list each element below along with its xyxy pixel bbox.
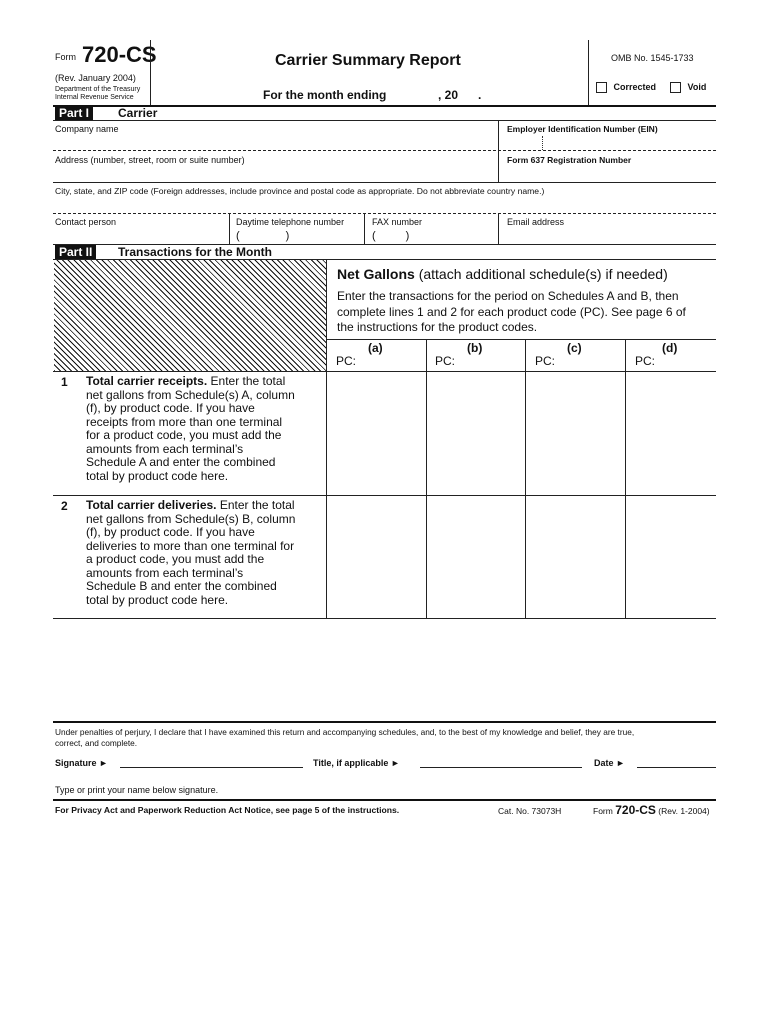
- department: [55, 86, 140, 102]
- revision-date: (Rev. January 2004): [55, 73, 136, 83]
- paren-close: ): [285, 230, 290, 242]
- net-gallons-bold: Net Gallons: [337, 266, 415, 282]
- signature-field[interactable]: [120, 767, 303, 768]
- catalog-number: Cat. No. 73073H: [498, 806, 562, 816]
- line-2-text: amounts from each terminal’s: [86, 565, 244, 580]
- line-2-c-field[interactable]: [527, 497, 623, 616]
- footer-form-word: Form: [593, 806, 613, 816]
- line-1-text: receipts from more than one terminal: [86, 414, 283, 429]
- fax-field[interactable]: [372, 230, 409, 242]
- perjury-line: correct, and complete.: [55, 738, 138, 748]
- pc-d-field[interactable]: [657, 354, 713, 368]
- line-1-description: [86, 375, 322, 483]
- line-1-text: amounts from each terminal’s: [86, 441, 244, 456]
- company-name-field[interactable]: [57, 134, 494, 148]
- perjury-statement: [55, 727, 716, 749]
- email-field[interactable]: [503, 228, 715, 242]
- perjury-line: Under penalties of perjury, I declare that I have examined this return and accompanying schedules, and, to the best of my knowledge and belief, they are true,: [55, 727, 635, 737]
- form637-label: Form 637 Registration Number: [507, 155, 632, 165]
- line-1-d-field[interactable]: [627, 373, 715, 493]
- column-a-header: (a): [368, 341, 383, 355]
- line-2-text: net gallons from Schedule(s) B, column: [86, 511, 296, 526]
- line-1-text: net gallons from Schedule(s) A, column: [86, 387, 295, 402]
- paren-open: (: [236, 230, 240, 242]
- net-gallons-heading: [337, 266, 668, 282]
- contact-label: Contact person: [55, 217, 117, 227]
- omb-number: OMB No. 1545-1733: [611, 53, 694, 63]
- date-text: Date: [594, 758, 614, 768]
- pc-a-label: PC:: [336, 354, 357, 368]
- hatched-area: [54, 260, 326, 371]
- line-2-text: a product code, you must add the: [86, 552, 265, 566]
- year-prefix: , 20: [438, 88, 459, 102]
- city-label: City, state, and ZIP code (Foreign addresses, include province and postal code as appropriate. Do not abbreviate country name.): [55, 186, 545, 196]
- part-ii-title: Transactions for the Month: [118, 245, 273, 259]
- privacy-notice: For Privacy Act and Paperwork Reduction Act Notice, see page 5 of the instructions.: [55, 805, 400, 815]
- form-word: Form: [55, 52, 76, 62]
- column-d-header: (d): [662, 341, 678, 355]
- instruction-line: the instructions for the product codes.: [337, 320, 538, 334]
- line-1-text: for a product code, you must add the: [86, 428, 282, 442]
- fax-label: FAX number: [372, 217, 423, 227]
- title-label: [313, 758, 400, 768]
- arrow-icon: ►: [616, 758, 625, 768]
- city-field[interactable]: [57, 197, 713, 211]
- ein-field[interactable]: [503, 134, 715, 148]
- line-2-text: total by product code here.: [86, 592, 229, 607]
- form-number: 720-CS: [82, 42, 157, 67]
- period-mark: .: [478, 88, 482, 102]
- print-name-label: Type or print your name below signature.: [55, 785, 219, 795]
- paren-open: (: [372, 230, 376, 242]
- net-gallons-note: (attach additional schedule(s) if needed): [418, 266, 668, 282]
- void-label: Void: [687, 82, 707, 92]
- column-b-header: (b): [467, 341, 483, 355]
- line-1-text: Schedule A and enter the combined: [86, 455, 276, 469]
- instruction-line: complete lines 1 and 2 for each product code (PC). See page 6 of: [337, 304, 686, 319]
- ein-label: Employer Identification Number (EIN): [507, 124, 658, 134]
- line-2-a-field[interactable]: [328, 497, 424, 616]
- line-1-title: Total carrier receipts.: [86, 374, 208, 388]
- company-name-label: Company name: [55, 124, 119, 134]
- line-1-text: Enter the total: [210, 374, 286, 388]
- form637-field[interactable]: [503, 166, 715, 180]
- instruction-line: Enter the transactions for the period on Schedules A and B, then: [337, 289, 679, 303]
- line-1-text: (f), by product code. If you have: [86, 401, 255, 415]
- line-2-text: Schedule B and enter the combined: [86, 579, 277, 593]
- line-2-title: Total carrier deliveries.: [86, 498, 217, 512]
- pc-c-field[interactable]: [557, 354, 621, 368]
- line-1-number: 1: [61, 375, 68, 389]
- dept-text: Department of the Treasury: [55, 86, 141, 93]
- void-checkbox[interactable]: [670, 82, 706, 93]
- form-title: Carrier Summary Report: [275, 52, 461, 69]
- arrow-icon: ►: [99, 758, 108, 768]
- pc-c-label: PC:: [535, 354, 556, 368]
- pc-a-field[interactable]: [358, 354, 422, 368]
- footer-form-id: [593, 803, 710, 817]
- part-i-tag: Part I: [55, 106, 93, 120]
- instructions: [337, 289, 686, 336]
- pc-d-label: PC:: [635, 354, 656, 368]
- line-2-d-field[interactable]: [627, 497, 715, 616]
- signature-label: [55, 758, 108, 768]
- line-1-c-field[interactable]: [527, 373, 623, 493]
- footer-form-number: 720-CS: [615, 803, 656, 817]
- address-label: Address (number, street, room or suite number): [55, 155, 245, 165]
- address-field[interactable]: [57, 166, 494, 180]
- line-1-a-field[interactable]: [328, 373, 424, 493]
- line-2-text: deliveries to more than one terminal for: [86, 538, 295, 553]
- part-ii-tag: Part II: [55, 245, 96, 259]
- footer-revision: (Rev. 1-2004): [658, 806, 710, 816]
- contact-field[interactable]: [57, 228, 225, 242]
- corrected-checkbox[interactable]: [596, 82, 656, 93]
- arrow-icon: ►: [390, 758, 400, 768]
- line-2-description: [86, 499, 322, 607]
- date-field[interactable]: [637, 767, 716, 768]
- date-label: [594, 758, 625, 768]
- day-phone-field[interactable]: [236, 230, 289, 242]
- corrected-label: Corrected: [613, 82, 657, 92]
- column-c-header: (c): [567, 341, 582, 355]
- line-2-number: 2: [61, 499, 68, 513]
- line-2-text: Enter the total: [219, 498, 295, 512]
- day-phone-label: Daytime telephone number: [236, 217, 345, 227]
- irs-text: Internal Revenue Service: [55, 94, 134, 101]
- pc-b-field[interactable]: [457, 354, 521, 368]
- title-text: Title, if applicable: [313, 758, 389, 768]
- signature-text: Signature: [55, 758, 97, 768]
- line-2-b-field[interactable]: [428, 497, 523, 616]
- part-i-title: Carrier: [118, 106, 158, 120]
- line-1-b-field[interactable]: [428, 373, 523, 493]
- void-box[interactable]: [670, 82, 681, 93]
- line-2-text: (f), by product code. If you have: [86, 525, 255, 539]
- paren-close: ): [405, 230, 410, 242]
- line-1-text: total by product code here.: [86, 468, 229, 483]
- email-label: Email address: [507, 217, 565, 227]
- month-ending-label: For the month ending: [263, 88, 387, 102]
- corrected-box[interactable]: [596, 82, 607, 93]
- title-field[interactable]: [420, 767, 582, 768]
- pc-b-label: PC:: [435, 354, 456, 368]
